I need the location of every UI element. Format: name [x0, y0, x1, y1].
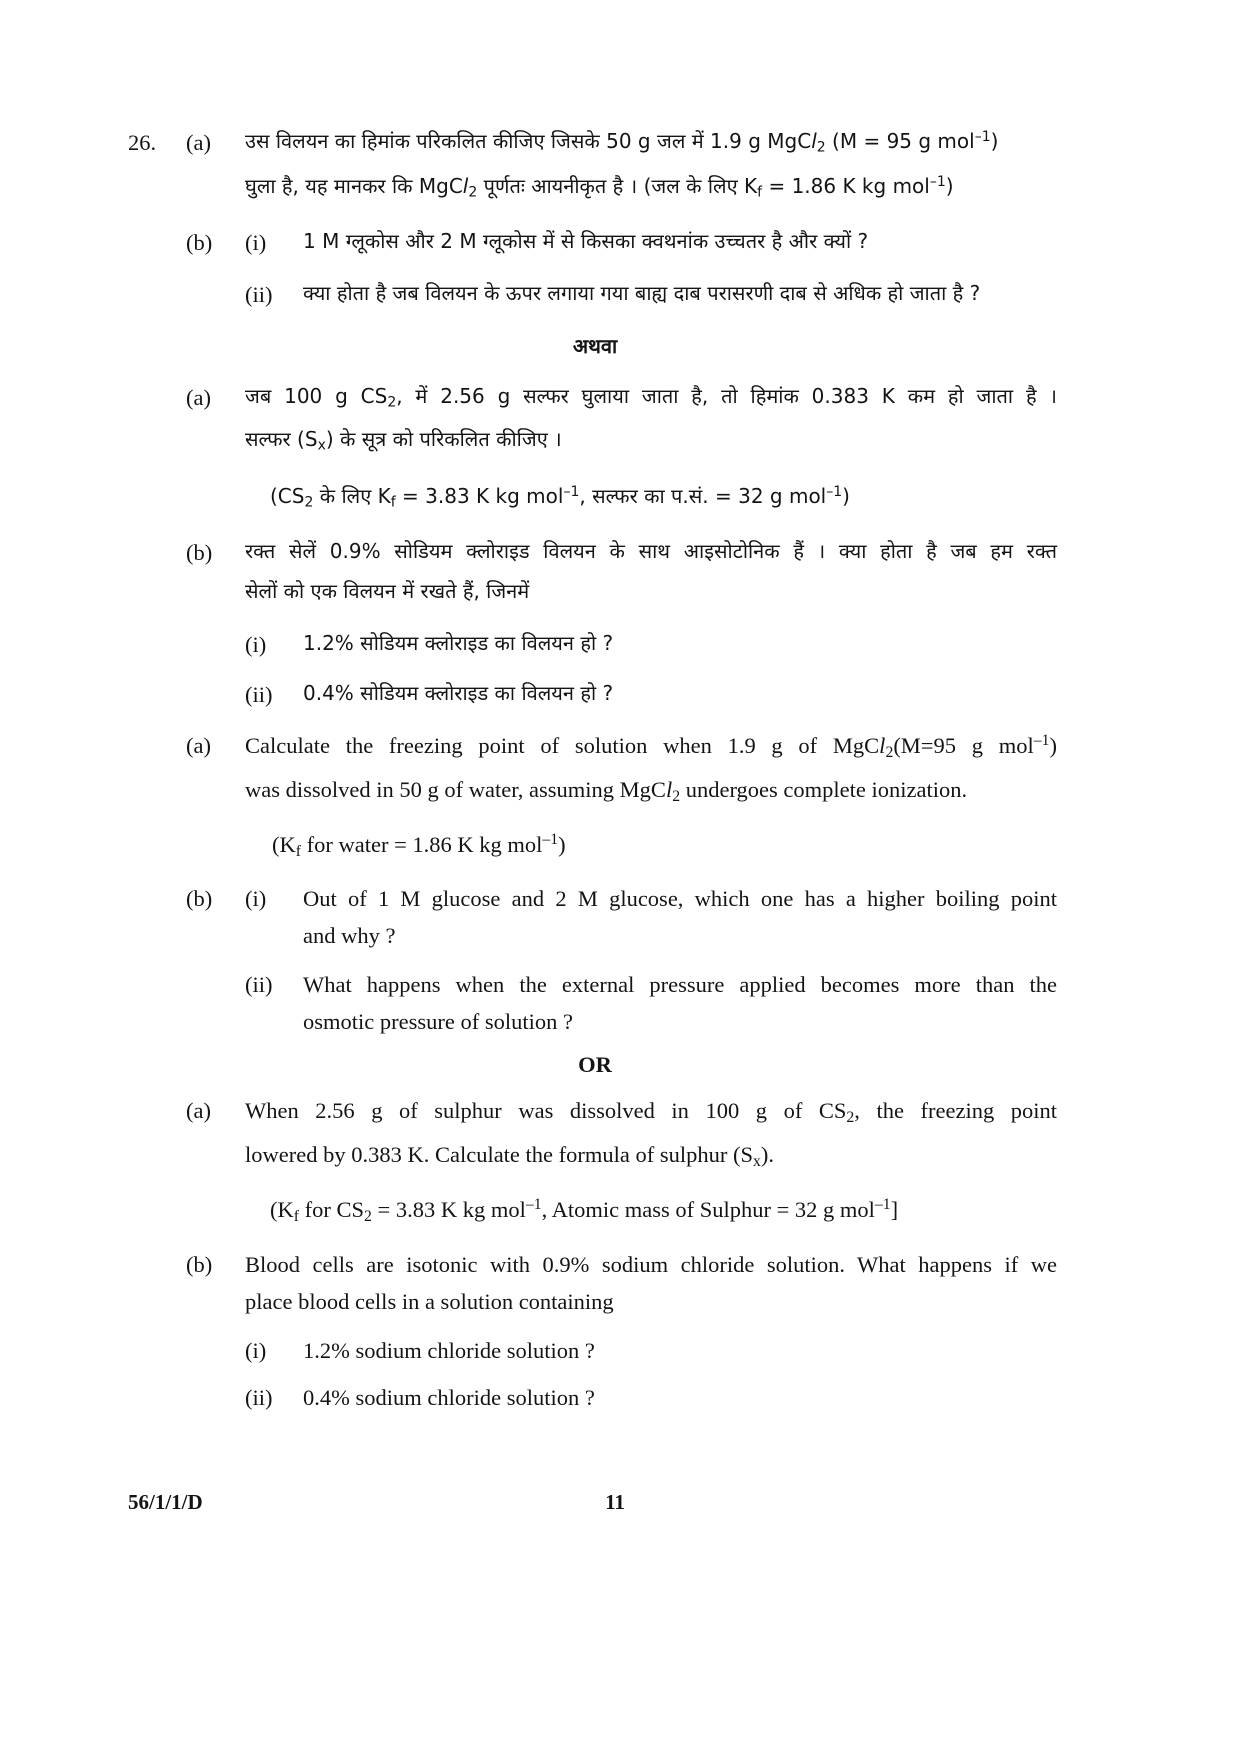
hindi-or-part-b-ii-label: (ii): [245, 682, 273, 707]
english-part-a-given: ($K_f$ for water = 1.86 K kg mol$^{-1}$): [272, 831, 566, 860]
hindi-or-part-a-line-2: सल्फर $(S_x)$ के सूत्र को परिकलित कीजिए ।: [245, 427, 562, 454]
hindi-or-part-b-i-text: 1.2% सोडियम क्लोराइड का विलयन हो ?: [303, 631, 614, 655]
english-or-part-b-i-text: 1.2% sodium chloride solution ?: [303, 1338, 595, 1363]
english-part-b-i-label: (i): [245, 886, 267, 911]
english-part-b-ii-line-1: What happens when the external pressure applied becomes more than the: [303, 972, 1057, 997]
english-or-part-b-line-1: Blood cells are isotonic with 0.9% sodium chloride solution. What happens if we: [245, 1252, 1057, 1277]
english-or-part-b-ii-text: 0.4% sodium chloride solution ?: [303, 1385, 595, 1410]
english-part-b-label: (b): [186, 886, 213, 911]
hindi-part-b-i-text: 1 M ग्लूकोस और 2 M ग्लूकोस में से किसका क्वथनांक उच्चतर है और क्यों ?: [303, 229, 869, 253]
hindi-part-a-label: (a): [186, 130, 211, 155]
hindi-part-b-ii-label: (ii): [245, 282, 273, 307]
hindi-part-b-label: (b): [186, 230, 213, 255]
hindi-or-part-a-label: (a): [186, 385, 211, 410]
hindi-or-part-a-line-1: जब 100 g $CS_2$, में 2.56 g सल्फर घुलाया जाता है, तो हिमांक 0.383 K कम हो जाता है ।: [245, 384, 1057, 411]
hindi-or-part-b-line-2: सेलों को एक विलयन में रखते हैं, जिनमें: [245, 579, 530, 603]
page-number: 11: [605, 1490, 625, 1514]
english-part-a-line-2: was dissolved in 50 g of water, assuming MgCl$_2$ undergoes complete ionization.: [245, 777, 968, 805]
hindi-or-part-b-label: (b): [186, 540, 213, 565]
english-part-b-ii-label: (ii): [245, 972, 273, 997]
hindi-or-part-b-ii-text: 0.4% सोडियम क्लोराइड का विलयन हो ?: [303, 681, 614, 705]
english-or-part-b-line-2: place blood cells in a solution containing: [245, 1289, 614, 1314]
question-number: 26.: [128, 130, 157, 155]
hindi-part-a-line-2: घुला है, यह मानकर कि MgCl$_2$ पूर्णतः आयनीकृत है । (जल के लिए $K_f = 1.86$ K kg mol$^{-1}$): [245, 174, 954, 201]
english-or-part-a-line-1: When 2.56 g of sulphur was dissolved in 100 g of $CS_2$, the freezing point: [245, 1098, 1057, 1126]
english-part-b-i-line-2: and why ?: [303, 923, 396, 948]
paper-code: 56/1/1/D: [128, 1490, 203, 1514]
hindi-or-part-a-given: ($CS_2$ के लिए $K_f = 3.83$ K kg mol$^{-1}$, सल्फर का प.सं. = 32 g mol$^{-1}$): [270, 484, 850, 511]
english-or-heading: OR: [578, 1052, 612, 1077]
hindi-or-part-b-i-label: (i): [245, 632, 267, 657]
english-or-part-b-label: (b): [186, 1252, 213, 1277]
english-or-part-b-ii-label: (ii): [245, 1385, 273, 1410]
hindi-or-part-b-line-1: रक्त सेलें 0.9% सोडियम क्लोराइड विलयन के साथ आइसोटोनिक हैं । क्या होता है जब हम रक्त: [245, 539, 1057, 563]
english-part-b-i-line-1: Out of 1 M glucose and 2 M glucose, which one has a higher boiling point: [303, 886, 1057, 911]
english-or-part-b-i-label: (i): [245, 1338, 267, 1363]
hindi-part-a-line-1: उस विलयन का हिमांक परिकलित कीजिए जिसके 50 g जल में 1.9 g MgCl$_2$ (M = 95 g mol$^{-1}$): [245, 129, 999, 156]
hindi-part-b-ii-text: क्या होता है जब विलयन के ऊपर लगाया गया बाह्य दाब परासरणी दाब से अधिक हो जाता है ?: [303, 281, 981, 305]
english-or-part-a-line-2: lowered by 0.383 K. Calculate the formula of sulphur $(S_x)$.: [245, 1142, 775, 1170]
english-part-b-ii-line-2: osmotic pressure of solution ?: [303, 1009, 573, 1034]
english-or-part-a-label: (a): [186, 1098, 211, 1123]
english-or-part-a-given: ($K_f$ for $CS_2 = 3.83$ K kg mol$^{-1}$, Atomic mass of Sulphur = 32 g mol$^{-1}$]: [270, 1196, 899, 1225]
english-part-a-line-1: Calculate the freezing point of solution when 1.9 g of MgCl$_2$(M=95 g mol$^{-1}$): [245, 732, 1057, 761]
hindi-part-b-i-label: (i): [245, 230, 267, 255]
hindi-or-heading: अथवा: [572, 334, 618, 358]
english-part-a-label: (a): [186, 733, 211, 758]
